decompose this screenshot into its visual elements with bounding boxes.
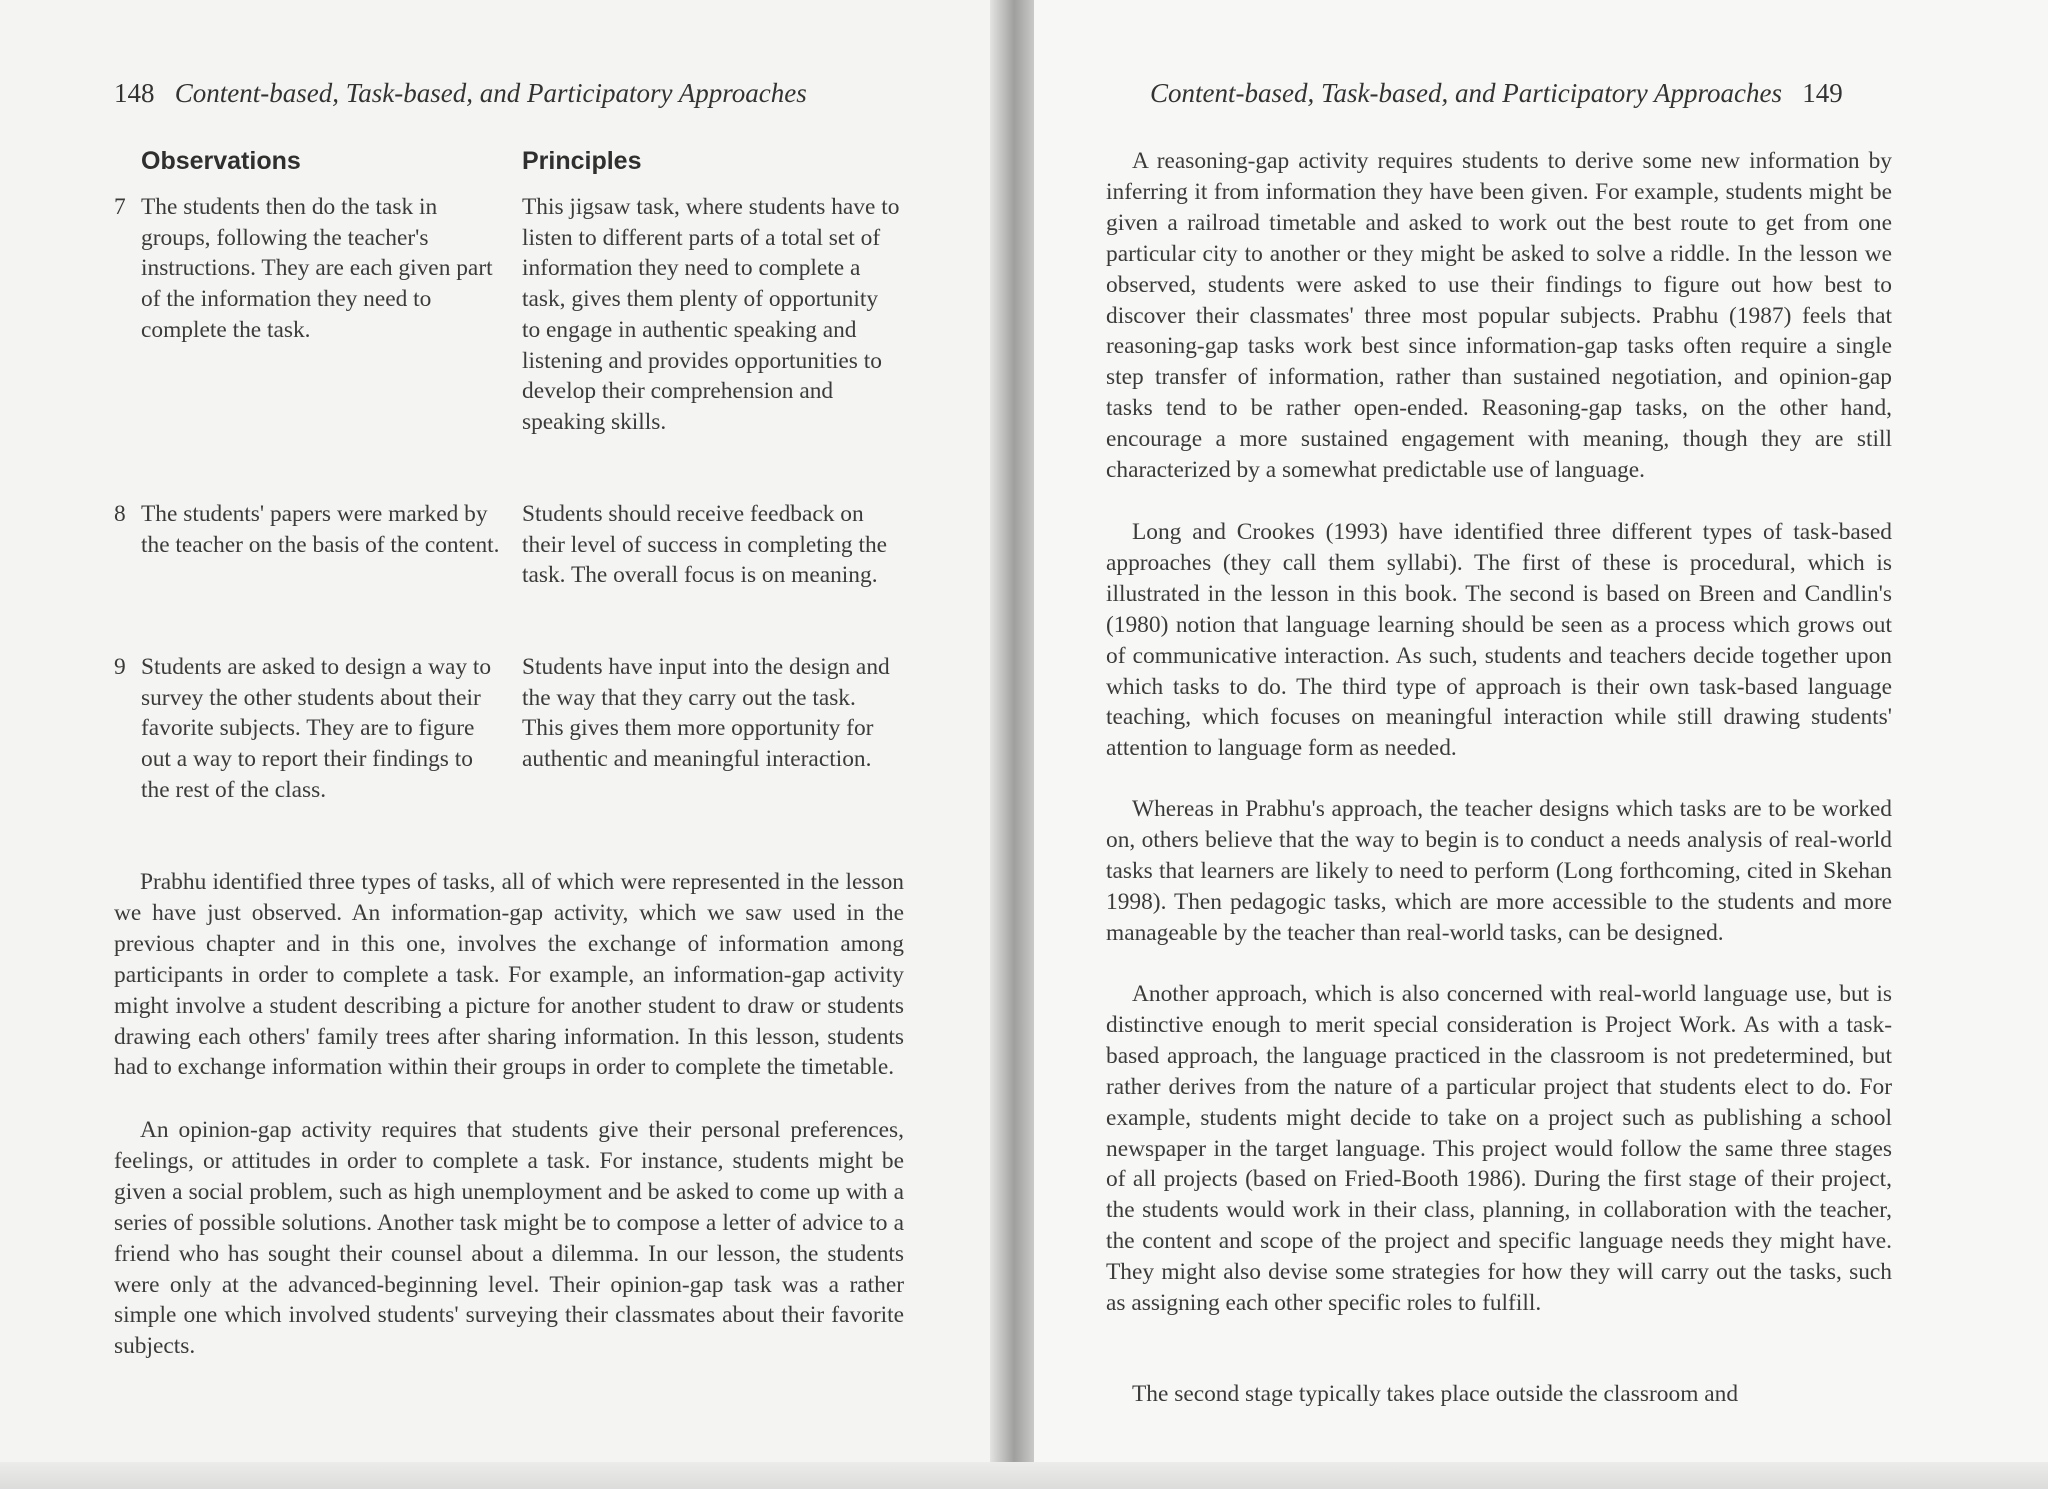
left-paragraph-2: An opinion-gap activity requires that students give their personal preferences, feelings, or attitudes in order to complete a task. For instance, students might be given a social problem, such as high unemployment and be asked to come up with a series of possible solutions. Another task might be to compose a letter of advice to a friend who has sought their counsel about a dilemma. In our lesson, the students were only at the advanced-beginning level. Their opinion-gap task was a rather simple one which involved students' surveying their classmates about their favorite subjects. xyxy=(114,1117,904,1360)
right-paragraph-3: Whereas in Prabhu's approach, the teacher designs which tasks are to be worked on, others believe that the way to begin is to conduct a needs analysis of real-world tasks that learners are likely to need to perform (Long forthcoming, cited in Skehan 1998). Then pedagogic tasks, which are more accessible to the students and more manageable by the teacher than real-world tasks, can be designed. xyxy=(1106,796,1892,946)
left-page-number: 148 xyxy=(114,78,155,108)
observation-8: The students' papers were marked by the teacher on the basis of the content. xyxy=(141,501,500,558)
observation-9: Students are asked to design a way to survey the other students about their favorite subjects. They are to figure out a way to report their findings to the rest of the class. xyxy=(141,654,492,803)
item-number-9: 9 xyxy=(114,654,126,680)
right-paragraph-4: Another approach, which is also concerned with real-world language use, but is distinctive enough to merit special consideration is Project Work. As with a task-based approach, the language practiced in the classroom is not predetermined, but rather derives from the nature of a particular project that students elect to do. For example, students might decide to take on a project such as publishing a school newspaper in the target language. This project would follow the same three stages of all projects (based on Fried-Booth 1986). During the first stage of their project, the students would work in their class, planning, in collaboration with the teacher, the content and scope of the project and specific language needs they might have. They might also devise some strategies for how they will carry out the tasks, such as assigning each other specific roles to fulfill. xyxy=(1106,981,1892,1317)
item-number-8: 8 xyxy=(114,501,126,527)
left-running-head xyxy=(114,78,807,109)
book-gutter xyxy=(990,0,1034,1489)
observations-heading: Observations xyxy=(141,147,301,175)
left-running-title: Content-based, Task-based, and Participatory Approaches xyxy=(174,78,807,108)
principle-7: This jigsaw task, where students have to listen to different parts of a total set of information they need to complete a task, gives them plenty of opportunity to engage in authentic speaking and listening and provides opportunities to develop their comprehension and speaking skills. xyxy=(522,194,900,435)
right-paragraph-2: Long and Crookes (1993) have identified three different types of task-based approaches (they call them syllabi). The first of these is procedural, which is illustrated in the lesson in this book. The second is based on Breen and Candlin's (1980) notion that language learning should be seen as a process which grows out of communicative interaction. As such, students and teachers decide together upon which tasks to do. The third type of approach is their own task-based language teaching, which focuses on meaningful interaction while still drawing students' attention to language form as needed. xyxy=(1106,519,1892,762)
item-number-7: 7 xyxy=(114,194,126,220)
principles-heading: Principles xyxy=(522,147,642,175)
observation-7: The students then do the task in groups, following the teacher's instructions. They are each given part of the information they need to complete the task. xyxy=(141,194,493,343)
right-running-head xyxy=(1150,78,1843,109)
page-bottom-edge xyxy=(0,1462,2048,1489)
right-page-number: 149 xyxy=(1802,78,1843,108)
right-running-title: Content-based, Task-based, and Participatory Approaches xyxy=(1150,78,1782,108)
principle-8: Students should receive feedback on their level of success in completing the task. The overall focus is on meaning. xyxy=(522,501,888,589)
principle-9: Students have input into the design and the way that they carry out the task. This gives them more opportunity for authentic and meaningful interaction. xyxy=(522,654,890,773)
right-paragraph-1: A reasoning-gap activity requires students to derive some new information by inferring it from information they have been given. For example, students might be given a railroad timetable and asked to work out the best route to get from one particular city to another or they might be asked to solve a riddle. In the lesson we observed, students were asked to use their findings to figure out how best to discover their classmates' three most popular subjects. Prabhu (1987) feels that reasoning-gap tasks work best since information-gap tasks often require a single step transfer of information, rather than sustained negotiation, and opinion-gap tasks tend to be rather open-ended. Reasoning-gap tasks, on the other hand, encourage a more sustained engagement with meaning, though they are still characterized by a somewhat predictable use of language. xyxy=(1106,148,1892,484)
left-paragraph-1: Prabhu identified three types of tasks, all of which were represented in the lesson we have just observed. An information-gap activity, which we saw used in the previous chapter and in this one, involves the exchange of information among participants in order to complete a task. For example, an information-gap activity might involve a student describing a picture for another student to draw or students drawing each others' family trees after sharing information. In this lesson, students had to exchange information within their groups in order to complete the timetable. xyxy=(114,869,904,1081)
right-paragraph-5: The second stage typically takes place outside the classroom and xyxy=(1132,1381,1739,1407)
